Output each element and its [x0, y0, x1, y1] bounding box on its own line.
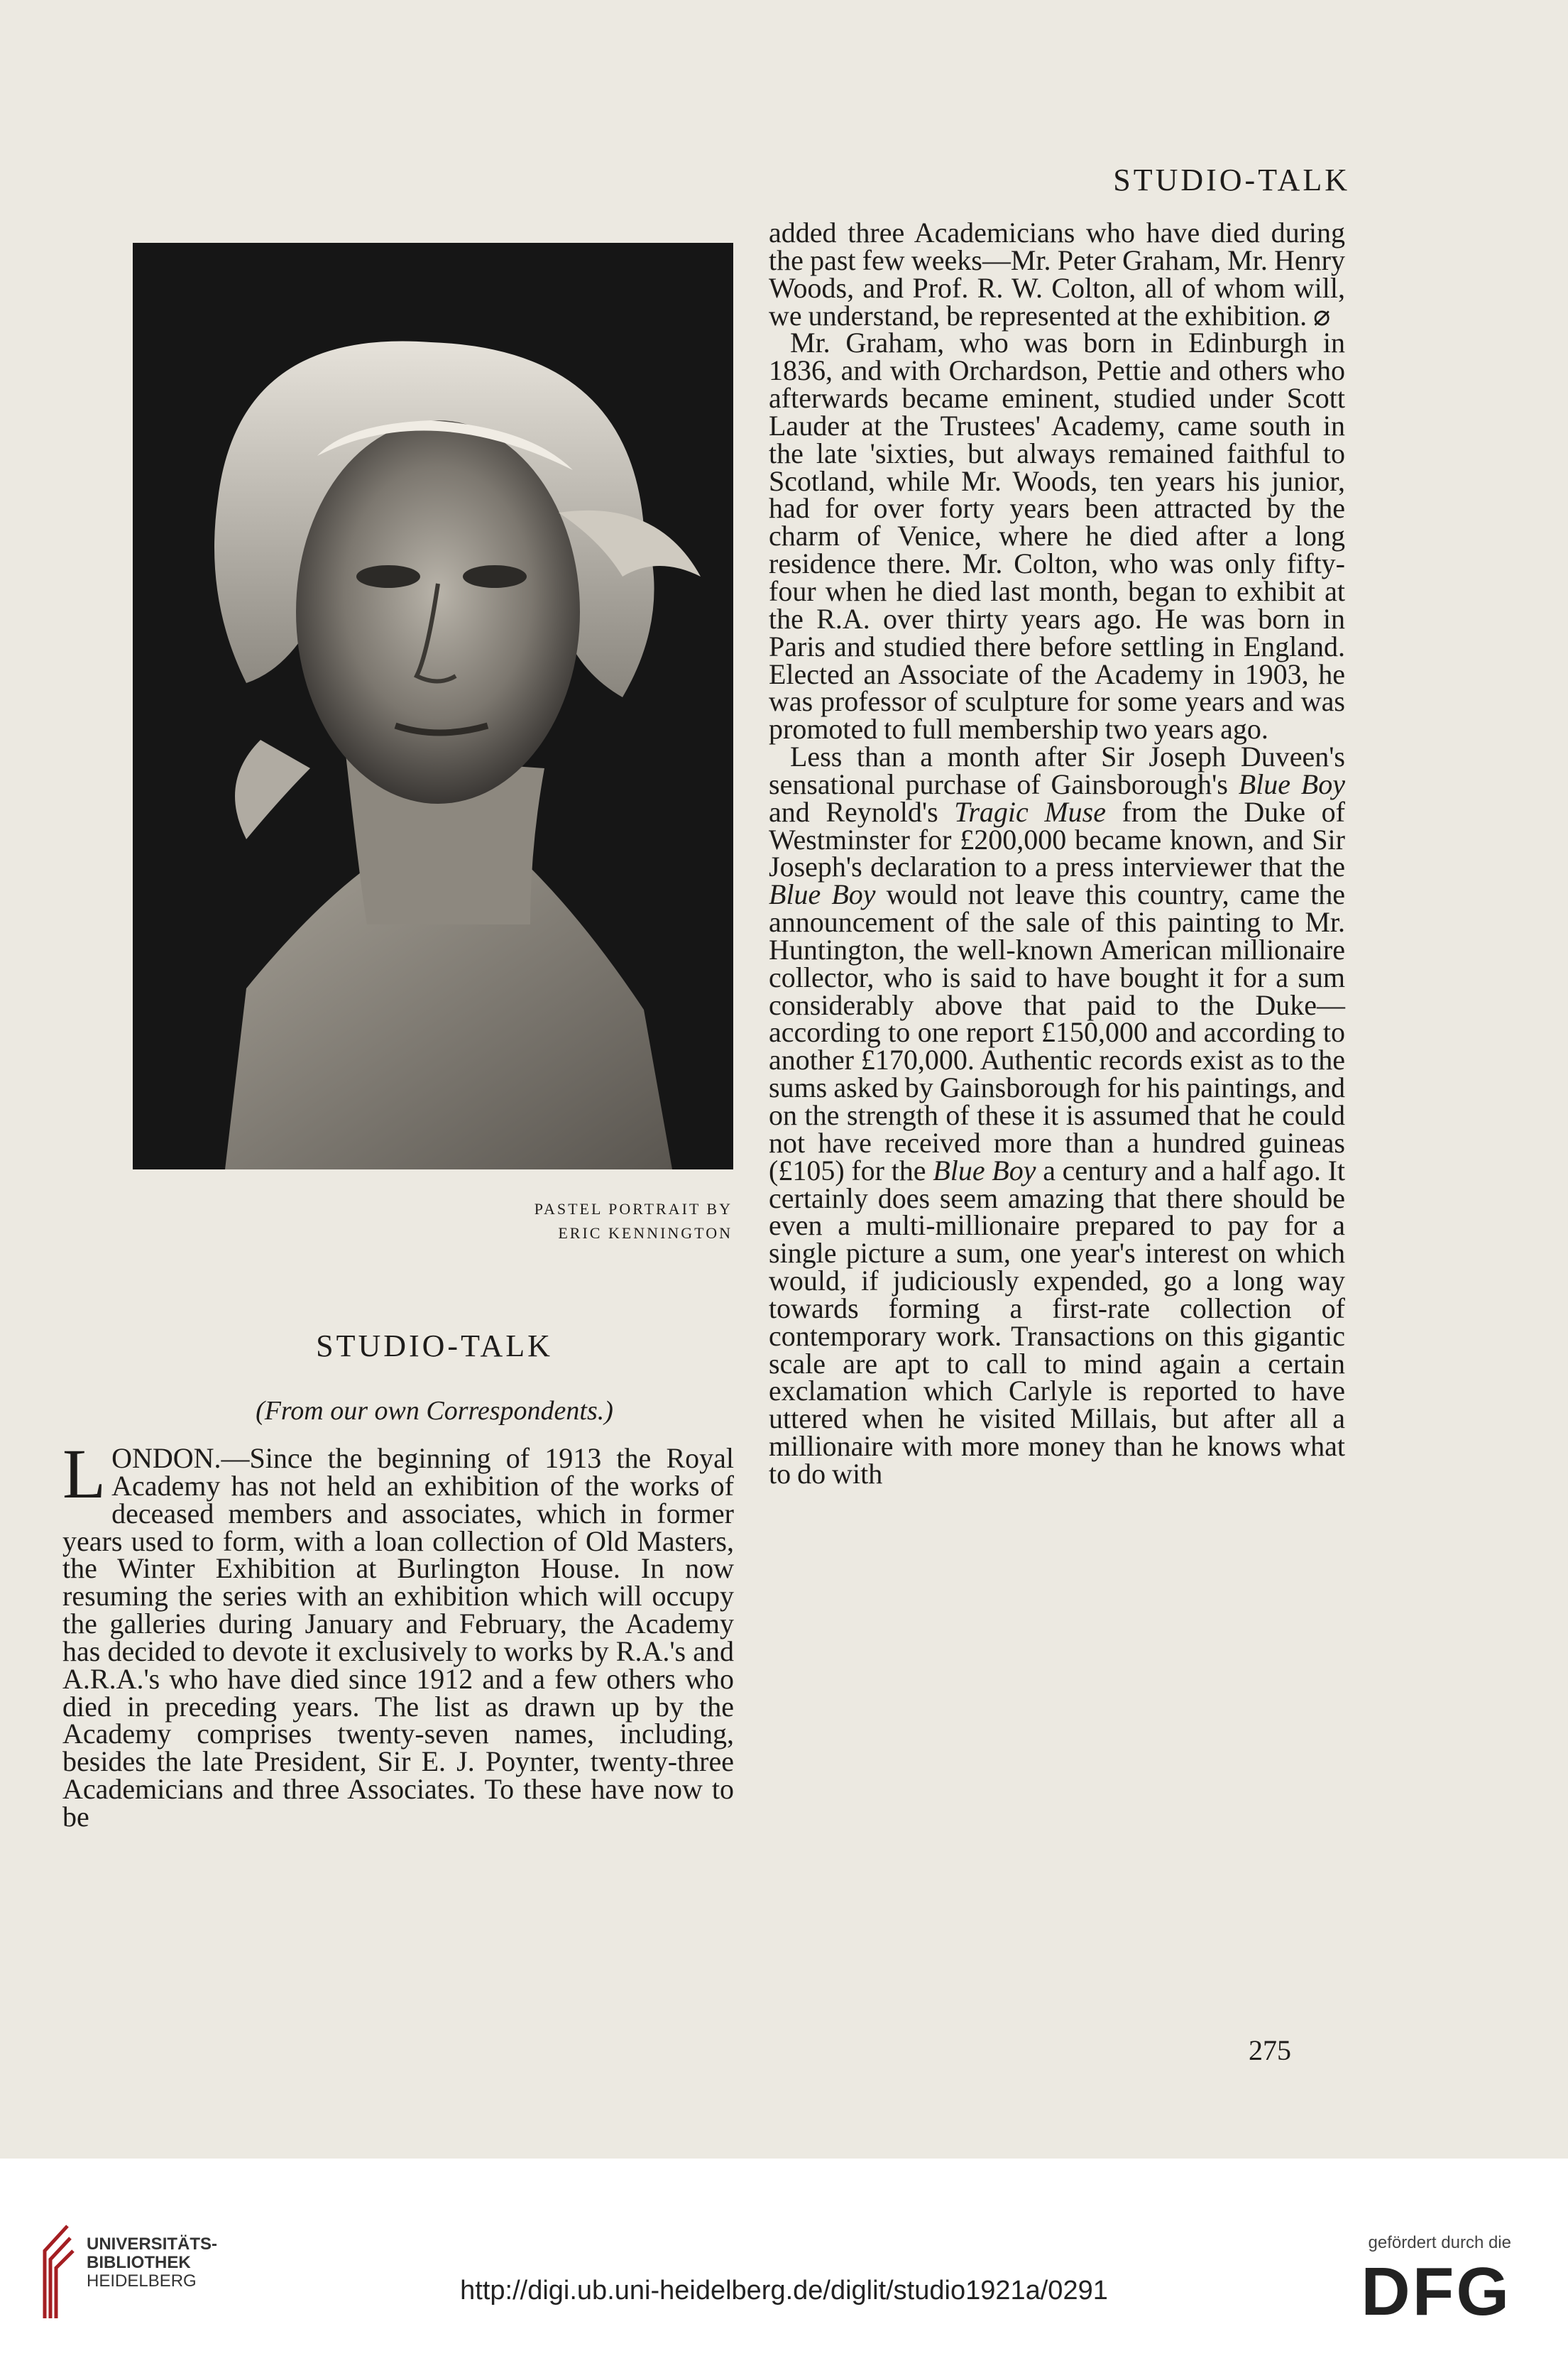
library-name: UNIVERSITÄTS- BIBLIOTHEK HEIDELBERG: [87, 2235, 218, 2291]
digitization-footer: [0, 2159, 1568, 2368]
caption-line: ERIC KENNINGTON: [558, 1224, 733, 1242]
pastel-portrait-image: [133, 243, 733, 1169]
byline: (From our own Correspondents.): [256, 1396, 613, 1426]
university-library-logo-icon: [39, 2222, 75, 2322]
right-column-text: [769, 219, 1345, 2041]
portrait-plate: [133, 243, 733, 1169]
section-title: STUDIO-TALK: [316, 1328, 553, 1363]
left-column-text: [62, 1434, 734, 2048]
page-number: 275: [1249, 2034, 1291, 2066]
paragraph-text: ONDON.—Since the beginning of 1913 the Royal Academy has not held an exhibition of the works of deceased members and associates, which in former years used to form, with a loan collection of Old Masters, the Winter Exhibition at Burlington House. In now resuming the series with an exhibition which will occupy the galleries during January and February, the Academy has decided to devote it exclusively to works by R.A.'s and A.R.A.'s who have died since 1912 and a few others who died in preceding years. The list as drawn up by the Academy comprises twenty-seven names, including, besides the late President, Sir E. J. Poynter, twenty-three Academicians and three Associates. To these have now to be: [62, 1442, 734, 1833]
paragraph: [62, 1434, 734, 1833]
paragraph: Less than a month after Sir Joseph Duveen's sensational purchase of Gainsborough's Blue Boy and Reynold's Tragic Muse from the Duke of Westminster for £200,000 became known, and Sir Joseph's declaration to a press interviewer that the Blue Boy would not leave this country, came the announcement of the sale of this painting to Mr. Huntington, the well-known American millionaire collector, who is said to have bought it for a sum considerably above that paid to the Duke—according to one report £150,000 and according to another £170,000. Authentic records exist as to the sums asked by Gainsborough for his paintings, and on the strength of these it is assumed that he could not have received more than a hundred guineas (£105) for the Blue Boy a century and a half ago. It certainly does seem amazing that there should be even a multi-millionaire prepared to pay for a single picture a sum, one year's interest on which would, if judiciously expended, go a long way towards forming a first-rate collection of contemporary work. Transactions on this gigantic scale are apt to call to mind again a certain exclamation which Carlyle is reported to have uttered when he visited Millais, but after all a millionaire with more money than he knows what to do with: [769, 741, 1346, 1490]
paragraph: added three Academicians who have died during the past few weeks—Mr. Peter Graham, Mr. Henry Woods, and Prof. R. W. Colton, all of whom will, we understand, be represented at the exhibition. ⌀: [769, 217, 1345, 332]
caption-line: PASTEL PORTRAIT BY: [534, 1200, 733, 1218]
paragraph: Mr. Graham, who was born in Edinburgh in 1836, and with Orchardson, Pettie and others who afterwards became eminent, studied under Scott Lauder at the Trustees' Academy, came south in the late 'sixties, but always remained faithful to Scotland, while Mr. Woods, ten years his junior, had for over forty years been attracted by the charm of Venice, where he died after a long residence there. Mr. Colton, who was only fifty-four when he died last month, began to exhibit at the R.A. over thirty years ago. He was born in Paris and studied there before settling in England. Elected an Associate of the Academy in 1903, he was professor of sculpture for some years and was promoted to full membership two years ago.: [769, 327, 1345, 746]
permalink-url[interactable]: http://digi.ub.uni-heidelberg.de/diglit/studio1921a/0291: [460, 2276, 1108, 2306]
funding-note: gefördert durch die: [1368, 2233, 1511, 2252]
dfg-logo: DFG: [1361, 2254, 1511, 2330]
drop-cap: L: [62, 1434, 106, 1513]
running-head: STUDIO-TALK: [1113, 163, 1350, 197]
plate-caption: [534, 1197, 733, 1245]
